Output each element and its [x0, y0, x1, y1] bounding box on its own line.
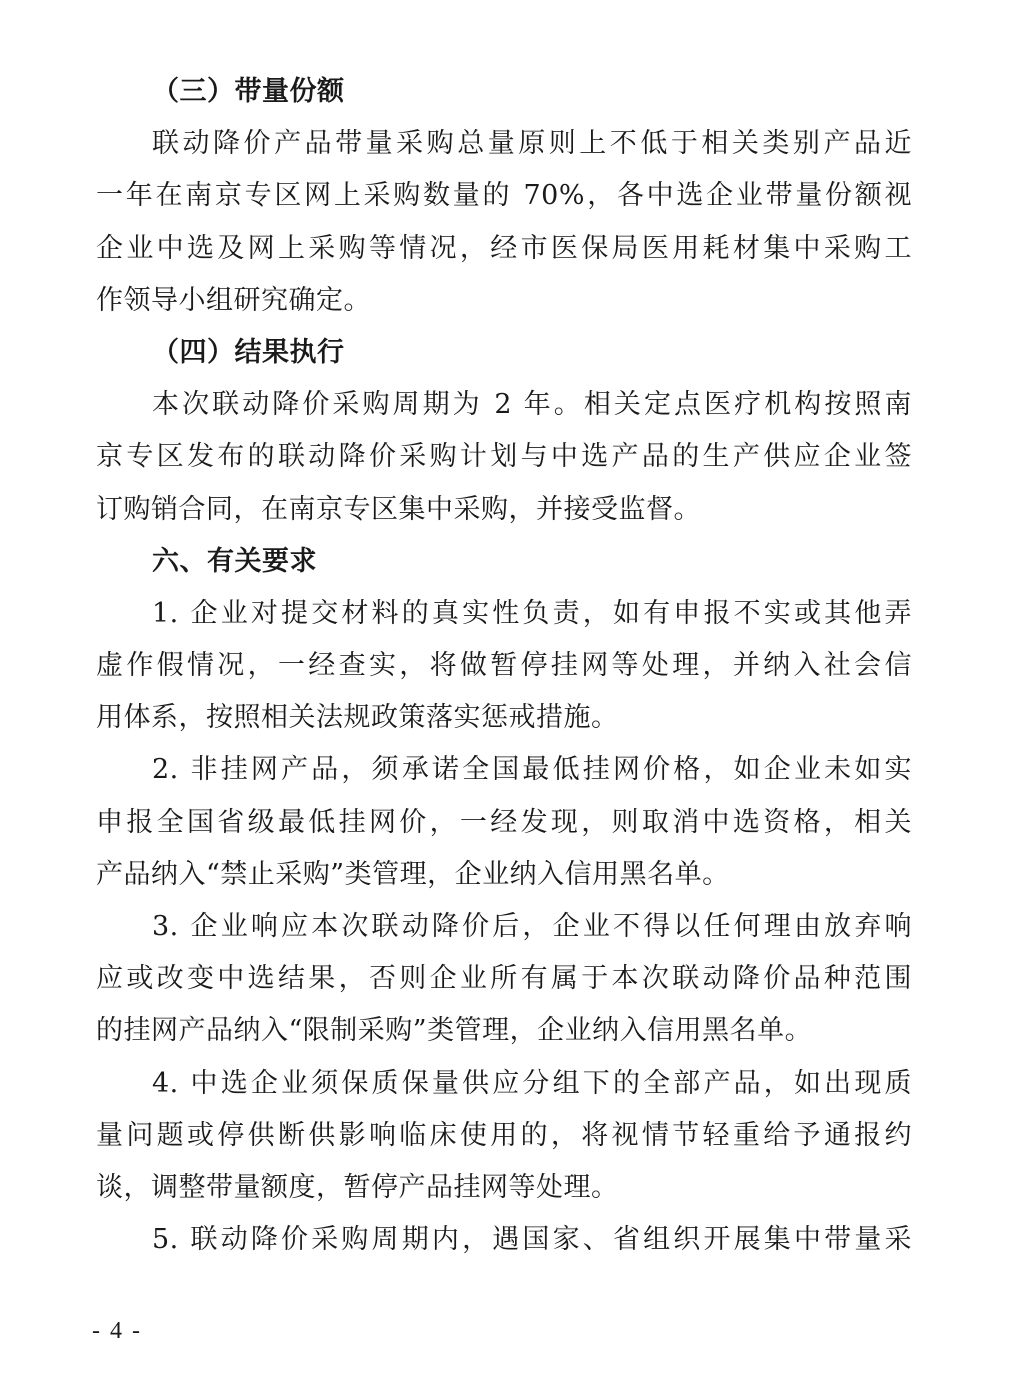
requirement-item-4-line: 量问题或停供断供影响临床使用的，将视情节轻重给予通报约	[96, 1119, 912, 1151]
paragraph-line: 本次联动降价采购周期为 2 年。相关定点医疗机构按照南	[152, 389, 912, 421]
requirement-item-3-line: 应或改变中选结果，否则企业所有属于本次联动降价品种范围	[96, 963, 912, 995]
chapter-heading-requirements: 六、有关要求	[152, 545, 317, 577]
requirement-item-1-line: 1. 企业对提交材料的真实性负责，如有申报不实或其他弄	[152, 597, 912, 629]
requirement-item-2-line: 申报全国省级最低挂网价，一经发现，则取消中选资格，相关	[96, 806, 912, 838]
paragraph-line: 作领导小组研究确定。	[96, 284, 371, 316]
paragraph-line: 联动降价产品带量采购总量原则上不低于相关类别产品近	[152, 128, 912, 160]
requirement-item-2-line: 产品纳入“禁止采购”类管理，企业纳入信用黑名单。	[96, 858, 730, 890]
requirement-item-4-line: 谈，调整带量额度，暂停产品挂网等处理。	[96, 1171, 619, 1203]
paragraph-line: 京专区发布的联动降价采购计划与中选产品的生产供应企业签	[96, 441, 912, 473]
section-heading-quota: （三）带量份额	[152, 76, 345, 107]
requirement-item-1-line: 用体系，按照相关法规政策落实惩戒措施。	[96, 702, 619, 734]
paragraph-line: 企业中选及网上采购等情况，经市医保局医用耗材集中采购工	[96, 232, 912, 264]
document-body	[96, 66, 912, 1266]
section-heading-execution: （四）结果执行	[152, 336, 345, 368]
requirement-item-2-line: 2. 非挂网产品，须承诺全国最低挂网价格，如企业未如实	[152, 754, 912, 786]
requirement-item-3-line: 3. 企业响应本次联动降价后，企业不得以任何理由放弃响	[152, 911, 912, 942]
requirement-item-1-line: 虚作假情况，一经查实，将做暂停挂网等处理，并纳入社会信	[96, 650, 912, 682]
requirement-item-5-line: 5. 联动降价采购周期内，遇国家、省组织开展集中带量采	[152, 1224, 912, 1256]
paragraph-line: 一年在南京专区网上采购数量的 70%，各中选企业带量份额视	[96, 180, 912, 212]
requirement-item-4-line: 4. 中选企业须保质保量供应分组下的全部产品，如出现质	[152, 1067, 912, 1099]
requirement-item-3-line: 的挂网产品纳入“限制采购”类管理，企业纳入信用黑名单。	[96, 1015, 813, 1047]
paragraph-line: 订购销合同，在南京专区集中采购，并接受监督。	[96, 493, 701, 525]
page-number: - 4 -	[92, 1318, 142, 1344]
